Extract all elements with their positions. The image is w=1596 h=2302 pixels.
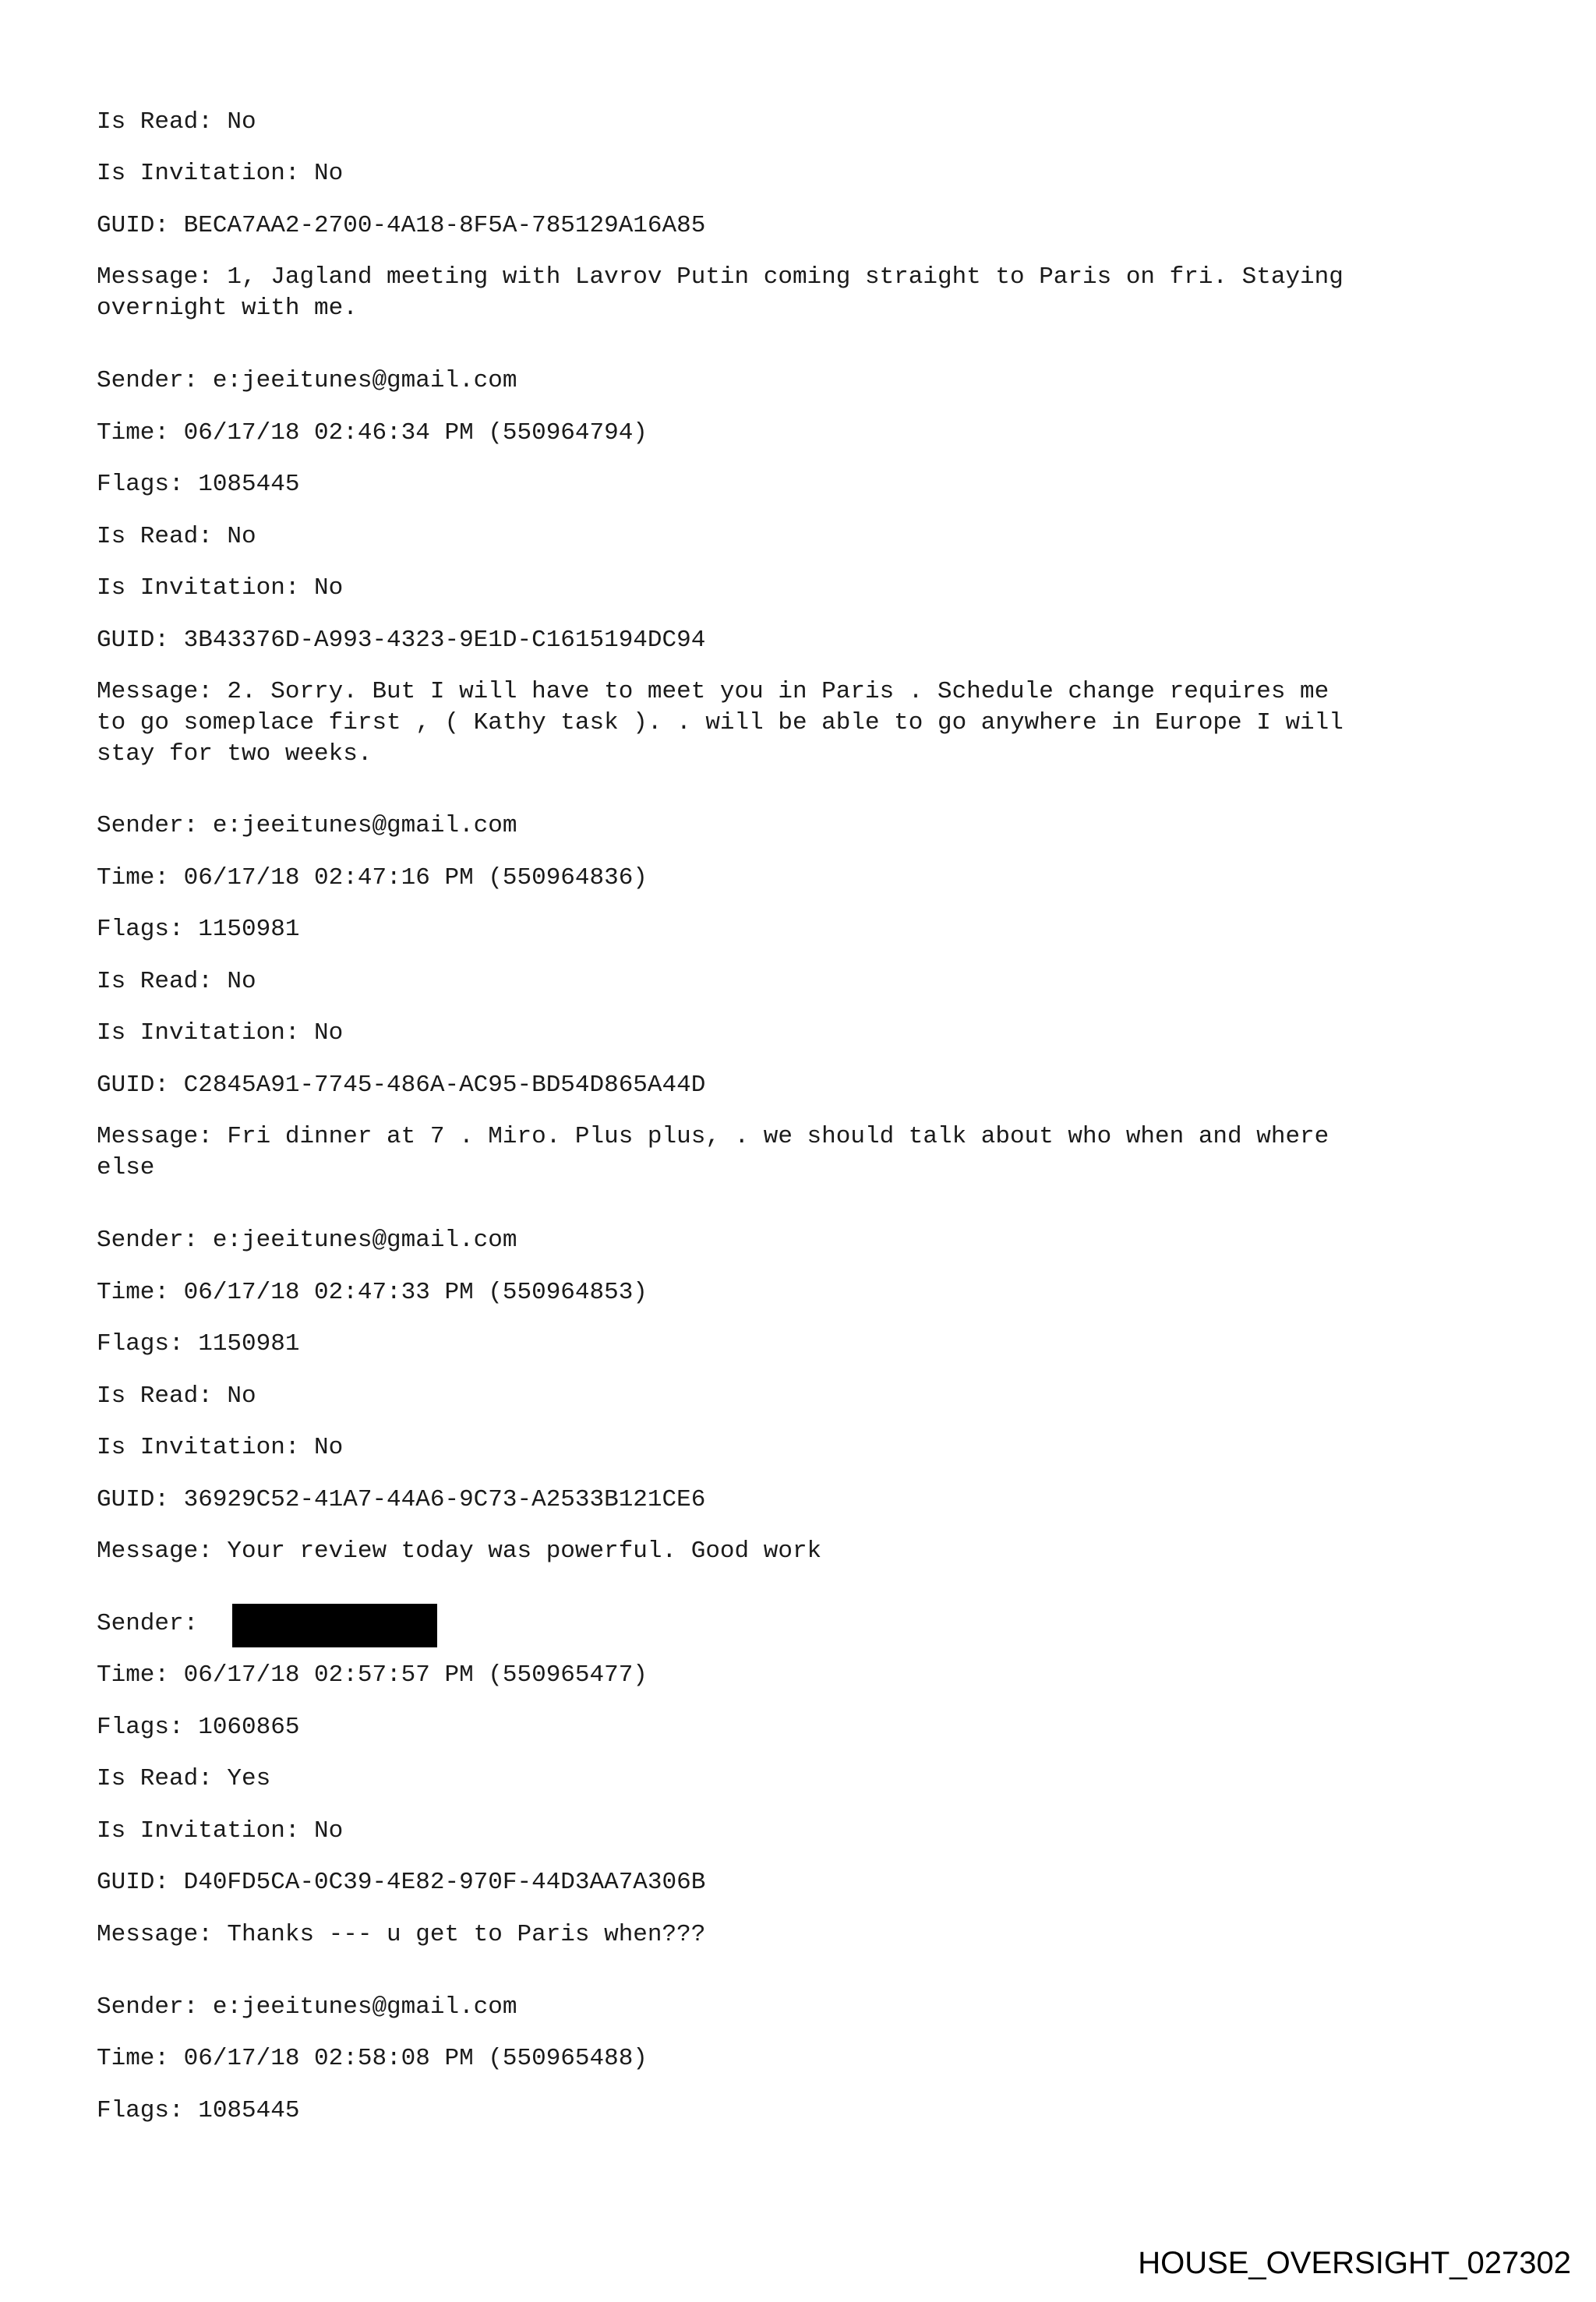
record-message: Message: Thanks --- u get to Paris when??? [97, 1921, 706, 1948]
record-sender: Sender: e:jeeitunes@gmail.com [97, 367, 517, 394]
record-message: Message: 2. Sorry. But I will have to meet you in Paris . Schedule change requires me to go someplace first , ( Kathy task ). . will be able to go anywhere in Europe I will stay for two weeks. [97, 678, 1344, 768]
record-message: Message: Fri dinner at 7 . Miro. Plus plus, . we should talk about who when and where else [97, 1123, 1329, 1181]
record-sender: Sender: e:jeeitunes@gmail.com [97, 1227, 517, 1254]
record-is-invitation: Is Invitation: No [97, 1434, 344, 1461]
record-guid: GUID: BECA7AA2-2700-4A18-8F5A-785129A16A85 [97, 212, 706, 239]
record-sender: Sender: e:jeeitunes@gmail.com [97, 1993, 517, 2021]
record-message: Message: 1, Jagland meeting with Lavrov Putin coming straight to Paris on fri. Staying overnight with me. [97, 263, 1344, 322]
record-is-invitation: Is Invitation: No [97, 574, 344, 602]
redaction-box [232, 1604, 437, 1647]
record-guid: GUID: 36929C52-41A7-44A6-9C73-A2533B121CE6 [97, 1486, 706, 1513]
record-is-invitation: Is Invitation: No [97, 1019, 344, 1047]
record-is-invitation: Is Invitation: No [97, 1817, 344, 1845]
record-is-read: Is Read: No [97, 968, 256, 995]
record-time: Time: 06/17/18 02:57:57 PM (550965477) [97, 1661, 648, 1689]
record-guid: GUID: D40FD5CA-0C39-4E82-970F-44D3AA7A306B [97, 1869, 706, 1896]
record-is-read: Is Read: No [97, 523, 256, 550]
record-guid: GUID: 3B43376D-A993-4323-9E1D-C1615194DC94 [97, 627, 706, 654]
record-flags: Flags: 1150981 [97, 1330, 300, 1358]
record-is-read: Is Read: Yes [97, 1765, 271, 1792]
bates-number: HOUSE_OVERSIGHT_027302 [1138, 2246, 1571, 2280]
record-is-invitation: Is Invitation: No [97, 160, 344, 187]
record-flags: Flags: 1085445 [97, 471, 300, 498]
record-is-read: Is Read: No [97, 1382, 256, 1410]
record-guid: GUID: C2845A91-7745-486A-AC95-BD54D865A44D [97, 1072, 706, 1099]
record-message: Message: Your review today was powerful. Good work [97, 1538, 822, 1565]
record-time: Time: 06/17/18 02:47:33 PM (550964853) [97, 1279, 648, 1306]
record-time: Time: 06/17/18 02:47:16 PM (550964836) [97, 864, 648, 891]
record-flags: Flags: 1085445 [97, 2097, 300, 2124]
record-sender: Sender: [97, 1610, 199, 1637]
record-time: Time: 06/17/18 02:58:08 PM (550965488) [97, 2045, 648, 2072]
record-time: Time: 06/17/18 02:46:34 PM (550964794) [97, 419, 648, 447]
record-flags: Flags: 1150981 [97, 916, 300, 943]
record-flags: Flags: 1060865 [97, 1714, 300, 1741]
record-sender: Sender: e:jeeitunes@gmail.com [97, 812, 517, 839]
record-is-read: Is Read: No [97, 108, 256, 136]
